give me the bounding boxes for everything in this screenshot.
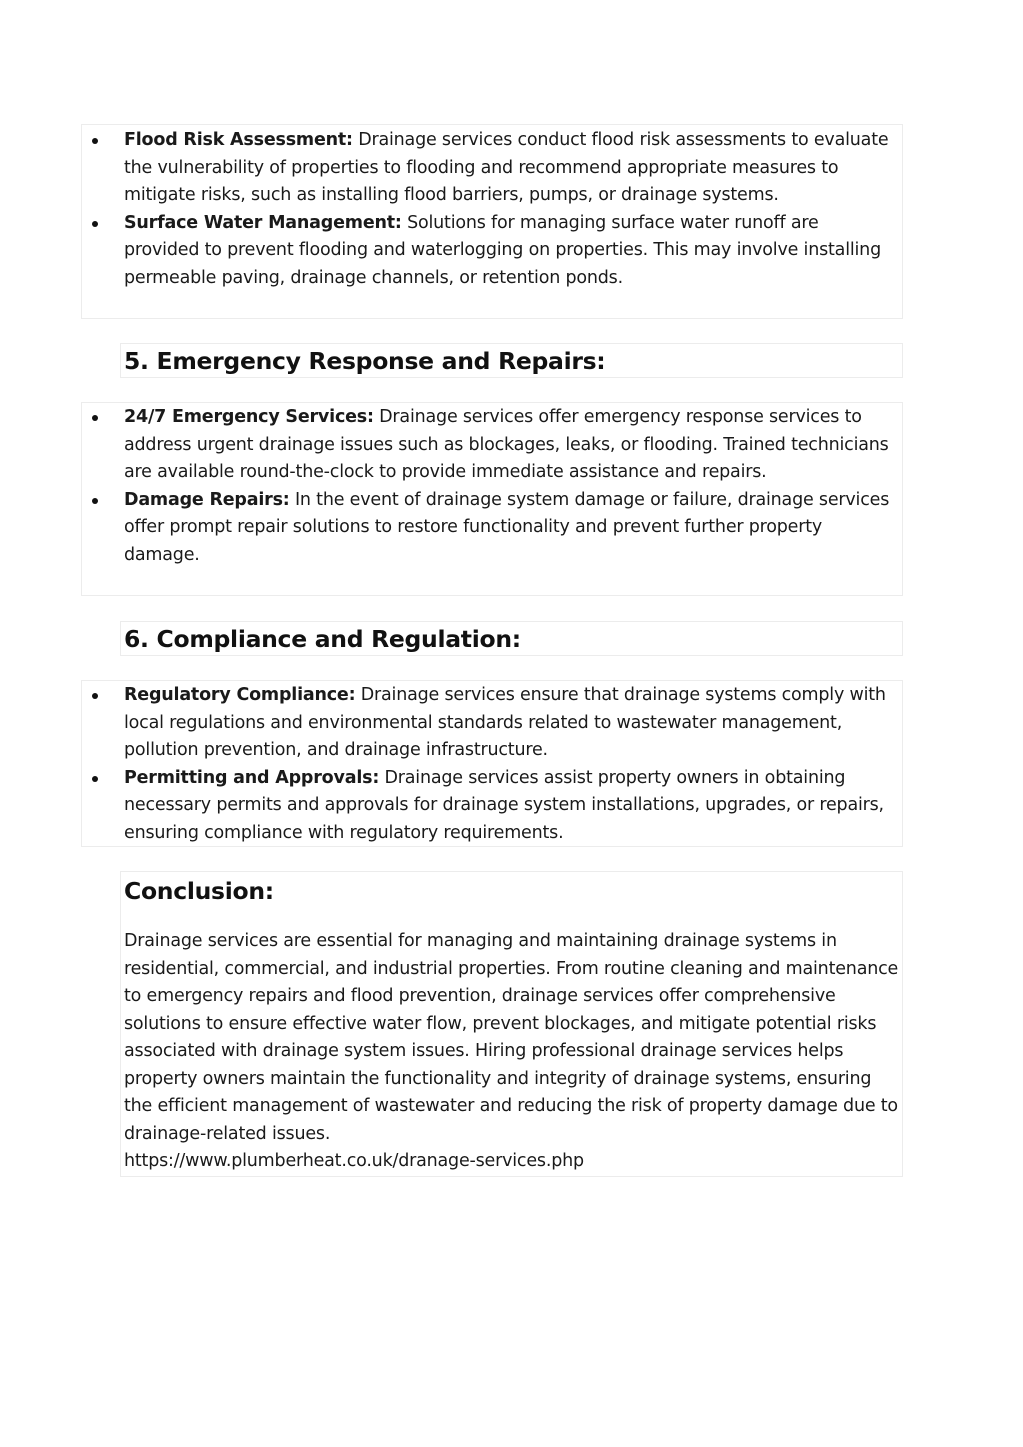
bullet-icon bbox=[92, 693, 98, 699]
list-item-text: Drainage services ensure that drainage systems comply with local regulations and environmental standards related to wastewater management, pollution prevention, and drainage infrastructure. bbox=[124, 685, 886, 761]
emergency-list-block bbox=[81, 402, 903, 596]
source-url: https://www.plumberheat.co.uk/dranage-services.php bbox=[124, 1151, 584, 1171]
section-heading: 5. Emergency Response and Repairs: bbox=[124, 347, 606, 375]
list-item-text: Drainage services offer emergency response services to address urgent drainage issues such as blockages, leaks, or flooding. Trained technicians are available round-the-clock to provide immediate assistance and repairs. bbox=[124, 407, 889, 483]
compliance-list bbox=[82, 681, 902, 848]
list-item-text: Solutions for managing surface water runoff are provided to prevent flooding and waterlogging on properties. This may involve installing permeable paving, drainage channels, or retention ponds. bbox=[124, 212, 881, 288]
bullet-icon bbox=[92, 776, 98, 782]
list-item bbox=[82, 404, 902, 487]
list-item-title: Regulatory Compliance: bbox=[124, 685, 356, 705]
list-item-text: Drainage services conduct flood risk assessments to evaluate the vulnerability of properties to flooding and recommend appropriate measures to mitigate risks, such as installing flood barriers, pumps, or drainage systems. bbox=[124, 130, 889, 206]
bullet-icon bbox=[92, 138, 98, 144]
list-item-title: Damage Repairs: bbox=[124, 489, 290, 510]
conclusion-heading: Conclusion: bbox=[124, 877, 274, 905]
conclusion-body: Drainage services are essential for managing and maintaining drainage systems in residential, commercial, and industrial properties. From routine cleaning and maintenance to emergency repairs and flood prevention, drainage services offer comprehensive solutions to ensure effective water flow, prevent blockages, and mitigate potential risks associated with drainage system issues. Hiring professional drainage services helps property owners maintain the functionality and integrity of drainage systems, ensuring the efficient management of wastewater and reducing the risk of property damage due to drainage-related issues. bbox=[124, 931, 899, 1144]
flood-list bbox=[82, 125, 902, 293]
list-item-text: In the event of drainage system damage or failure, drainage services offer prompt repair solutions to restore functionality and prevent further property damage. bbox=[124, 489, 890, 565]
list-item-title: Flood Risk Assessment: bbox=[124, 130, 353, 150]
section-6-heading-block bbox=[120, 621, 903, 656]
list-item-text: Drainage services assist property owners in obtaining necessary permits and approvals for drainage system installations, upgrades, or repairs, ensuring compliance with regulatory requirements. bbox=[124, 767, 884, 843]
list-item bbox=[82, 210, 902, 293]
list-item bbox=[82, 487, 902, 570]
list-item bbox=[82, 127, 902, 210]
compliance-list-block bbox=[81, 680, 903, 847]
list-item-title: 24/7 Emergency Services: bbox=[124, 407, 374, 427]
section-heading: 6. Compliance and Regulation: bbox=[124, 625, 521, 653]
emergency-list bbox=[82, 403, 902, 570]
section-5-heading-block bbox=[120, 343, 903, 378]
bullet-icon bbox=[92, 498, 98, 504]
flood-list-block bbox=[81, 124, 903, 319]
conclusion-block bbox=[120, 871, 903, 1177]
bullet-icon bbox=[92, 221, 98, 227]
bullet-icon bbox=[92, 415, 98, 421]
list-item bbox=[82, 682, 902, 765]
list-item-title: Surface Water Management: bbox=[124, 212, 402, 233]
list-item bbox=[82, 765, 902, 848]
list-item-title: Permitting and Approvals: bbox=[124, 767, 380, 788]
